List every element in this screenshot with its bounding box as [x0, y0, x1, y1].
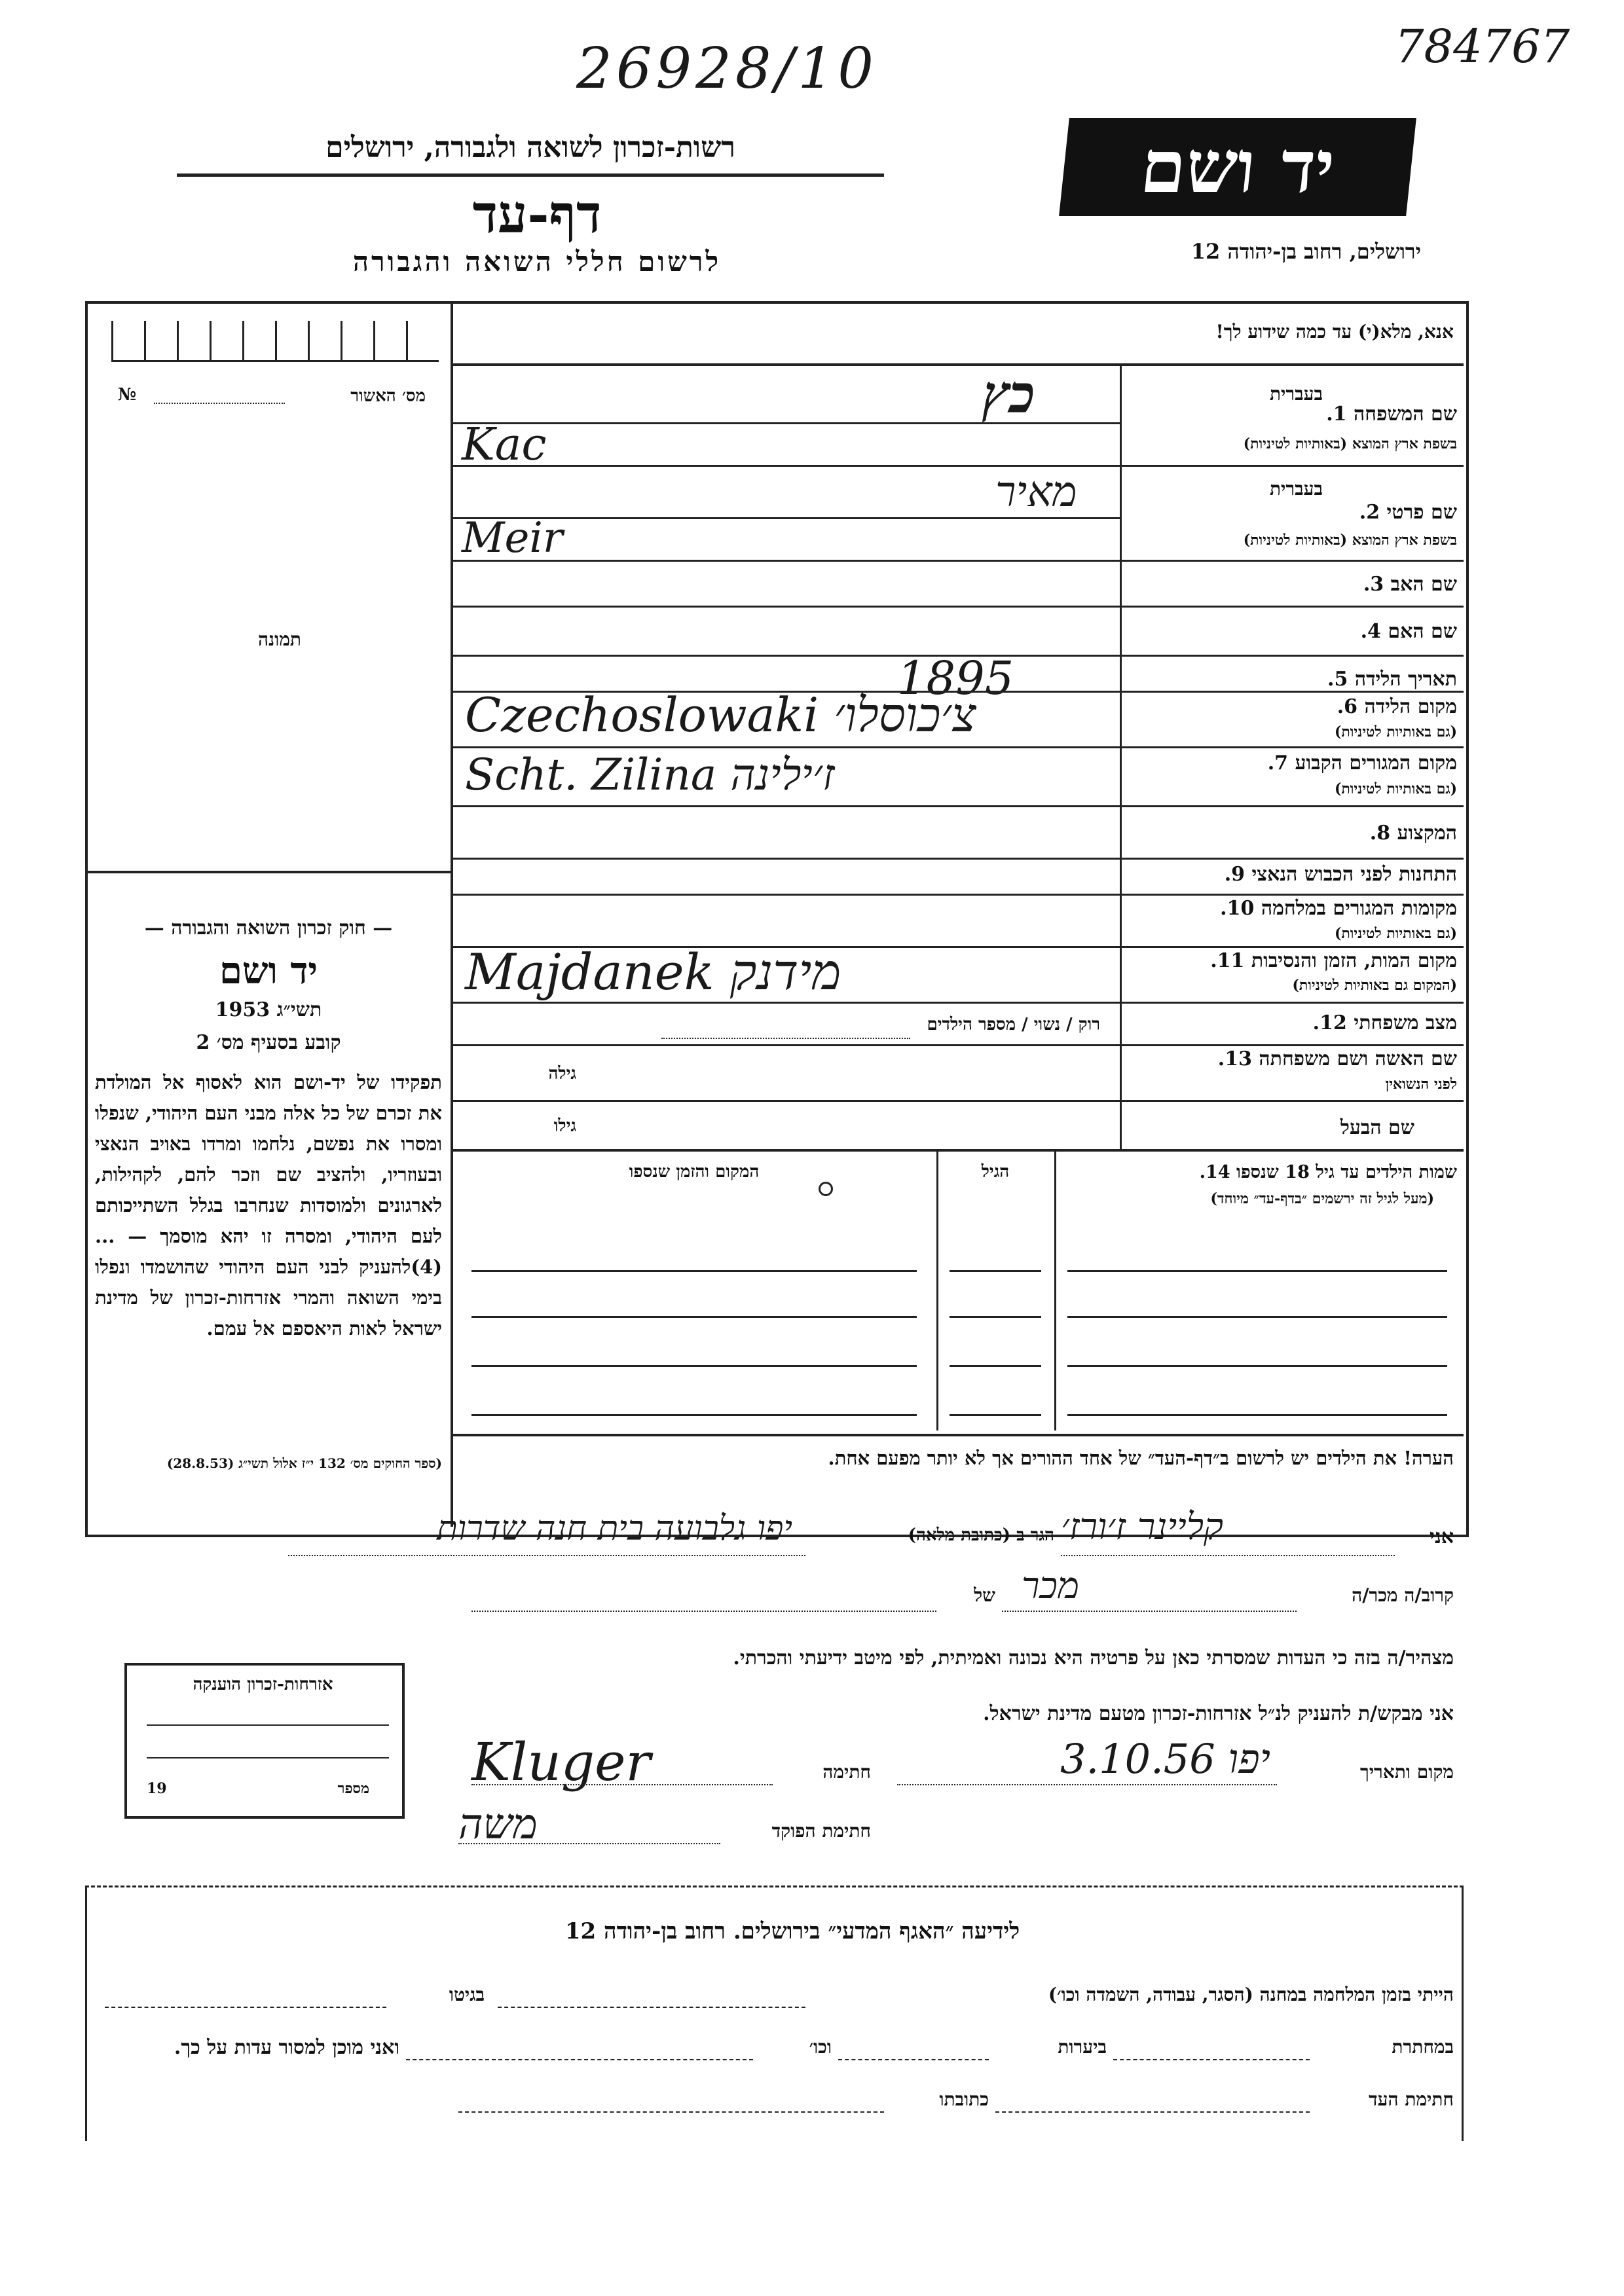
children-note: הערה! את הילדים יש לרשום ב״דף-העד״ של אחד ההורים אך לא יותר מפעם אחת.	[828, 1447, 1454, 1469]
law-source: (ספר החוקים מס׳ 132 י״ז אלול תשי״ג (28.8.53)	[166, 1455, 442, 1471]
form-subtitle: לרשום חללי השואה והגבורה	[352, 246, 722, 278]
field-2-sub: בשפת ארץ המוצא (באותיות לטיניות)	[1243, 532, 1457, 549]
registration-number-label: מס׳ האשור	[350, 386, 426, 406]
witness-name-value[interactable]: קליינר ז׳ורז׳	[1061, 1506, 1223, 1548]
field-1-sub: בשפת ארץ המוצא (באותיות לטיניות)	[1243, 435, 1457, 452]
signature-label: חתימה	[822, 1761, 871, 1783]
husband-age-label: גילו	[553, 1116, 576, 1136]
law-text: תפקידו של יד-ושם הוא לאסוף אל המולדת את זכרם של כל אלה מבני העם היהודי, שנפלו ומסרו את נפשם, נלחמו ומרדו באויב הנאצי ובעוזריו, ולהציב שם וזכר להם, לקהילות, לארגונים ולמוסדות שנחרבו בגלל השתייכותם לעם היהודי, ומסרה זו יהא מוסמך — ...(4)להעניק לבני העם היהודי שהושמדו ונפלו בימי השואה והמרי אזרחות-זכרון של מדינת ישראל לאות היאספם אל עמם.	[95, 1071, 442, 1339]
witness-request: אני מבקש/ת להעניק לנ״ל אזרחות-זכרון מטעם מדינת ישראל.	[983, 1702, 1454, 1725]
field-12-value[interactable]: רוק / נשוי / מספר הילדים	[927, 1015, 1100, 1034]
wife-age-label: גילה	[548, 1064, 576, 1084]
law-year: תשי״ג 1953	[215, 998, 322, 1021]
yad-vashem-logo	[1059, 118, 1416, 216]
field-7-sub: (גם באותיות לטיניות)	[1334, 780, 1457, 797]
law-section: קובע בסעיף מס׳ 2	[196, 1031, 341, 1054]
bottom-line2-underground: במחתרת	[1392, 2036, 1454, 2058]
field-5-value[interactable]: 1895	[897, 651, 1014, 705]
header-address: ירושלים, רחוב בן-יהודה 12	[1190, 239, 1421, 264]
registry-number: 784767	[1395, 20, 1570, 73]
children-sub: (מעל לגיל זה ירשמים ״בדף-עד״ מיוחד)	[1210, 1190, 1434, 1207]
field-1-lang-label: בעברית	[1269, 383, 1323, 405]
field-5-label: תאריך הלידה 5.	[1327, 668, 1457, 691]
memorial-citizenship-stamp-box	[124, 1663, 405, 1819]
instruction-line: אנא, מלא(י) עד כמה שידוע לך!	[1215, 321, 1454, 342]
officer-signature-label: חתימת הפוקד	[771, 1820, 871, 1842]
registration-digit-boxes	[111, 321, 439, 362]
field-6-sub: (גם באותיות לטיניות)	[1334, 723, 1457, 740]
officer-signature-value[interactable]: משה	[458, 1800, 538, 1849]
circle-mark-icon	[819, 1182, 833, 1196]
children-label: שמות הילדים עד גיל 18 שנספו 14.	[1199, 1162, 1457, 1182]
field-11-value[interactable]: Majdanek מידנק	[465, 943, 841, 1001]
law-title: — חוק זכרון השואה והגבורה —	[144, 917, 393, 939]
field-7-value[interactable]: Scht. Zilina ז׳ילינה	[465, 750, 835, 800]
stamp-box-number-mark: 19	[147, 1780, 167, 1797]
children-age-column: הגיל	[981, 1162, 1010, 1182]
bottom-line2-testimony: ואני מוכן למסור עדות על כך.	[174, 2036, 399, 2059]
bottom-line2-forests: ביערות	[1058, 2036, 1107, 2058]
field-7-label: מקום המגורים הקבוע 7.	[1267, 752, 1457, 774]
witness-relation-label: קרוב/ה מכר/ה	[1352, 1584, 1454, 1606]
children-place-column: המקום והזמן שנספו	[629, 1162, 760, 1182]
field-11-sub: (המקום גם באותיות לטיניות)	[1292, 977, 1457, 994]
field-6-value[interactable]: Czechoslowaki צ׳כוסלו׳	[465, 687, 976, 742]
field-9-label: התחנות לפני הכבוש הנאצי 9.	[1224, 863, 1457, 886]
file-number: 26928/10	[576, 36, 877, 101]
place-date-value[interactable]: יפו 3.10.56	[1060, 1735, 1270, 1783]
bottom-line1-camp: הייתי בזמן המלחמה במחנה (הסגר, עבודה, השמדה וכו׳)	[1048, 1984, 1454, 2005]
photo-label: תמונה	[257, 629, 301, 650]
bottom-title: לידיעה ״האגף המדעי״ בירושלים. רחוב בן-יהודה 12	[564, 1918, 1020, 1944]
stamp-box-title: אזרחות-זכרון הוענקה	[193, 1675, 333, 1694]
place-date-label: מקום ותאריך	[1359, 1761, 1454, 1783]
field-2-latin-value[interactable]: Meir	[462, 514, 563, 562]
field-12-label: מצב משפחתי 12.	[1312, 1011, 1457, 1034]
law-name: יד ושם	[219, 949, 318, 993]
witness-of-label: של	[974, 1584, 995, 1606]
field-2-lang-label: בעברית	[1269, 478, 1323, 500]
field-10-label: מקומות המגורים במלחמה 10.	[1220, 897, 1457, 920]
field-10-sub: (גם באותיות לטיניות)	[1334, 925, 1457, 942]
husband-name-label: שם הבעל	[1340, 1116, 1414, 1139]
field-13-sub: לפני הנשואין	[1385, 1076, 1457, 1093]
witness-relation-value[interactable]: מכר	[1022, 1565, 1080, 1607]
field-13-label: שם האשה ושם משפחתה 13.	[1217, 1048, 1457, 1070]
field-11-label: מקום המות, הזמן והנסיבות 11.	[1210, 949, 1457, 972]
field-1-label: שם המשפחה 1.	[1326, 403, 1457, 426]
number-sign: №	[118, 385, 137, 405]
logo-text: יד ושם	[1136, 124, 1339, 209]
field-1-latin-value[interactable]: Kac	[462, 419, 547, 471]
bottom-line1-ghetto: בגיטו	[449, 1984, 485, 2005]
witness-address-label: הגר ב (כתובת מלאה)	[908, 1525, 1054, 1545]
bottom-line3-address: כתובתו	[939, 2088, 989, 2110]
field-8-label: המקצוע 8.	[1369, 822, 1457, 845]
bottom-line2-etc: וכו׳	[809, 2036, 832, 2058]
field-6-label: מקום הלידה 6.	[1337, 695, 1457, 718]
stamp-box-number-label: מספר	[337, 1780, 369, 1797]
field-2-label: שם פרטי 2.	[1359, 501, 1457, 524]
bottom-line3-witness-signature: חתימת העד	[1369, 2088, 1454, 2110]
signature-value[interactable]: Kluger	[471, 1732, 651, 1793]
registration-number-field[interactable]	[154, 403, 285, 404]
witness-i-label: אני	[1430, 1525, 1454, 1548]
form-title: דף-עד	[472, 183, 602, 245]
field-4-label: שם האם 4.	[1360, 620, 1457, 643]
field-2-hebrew-value[interactable]: מאיר	[995, 468, 1077, 517]
field-3-label: שם האב 3.	[1363, 573, 1457, 596]
authority-heading: רשות-זכרון לשואה ולגבורה, ירושלים	[325, 131, 735, 164]
witness-declaration: מצהיר/ה בזה כי העדות שמסרתי כאן על פרטיה היא נכונה ואמיתית, לפי מיטב ידיעתי והכרתי.	[733, 1647, 1454, 1669]
field-1-hebrew-value[interactable]: כץ	[982, 363, 1035, 425]
witness-address-value[interactable]: יפו גלבועה בית חנה שדרות	[437, 1509, 792, 1548]
